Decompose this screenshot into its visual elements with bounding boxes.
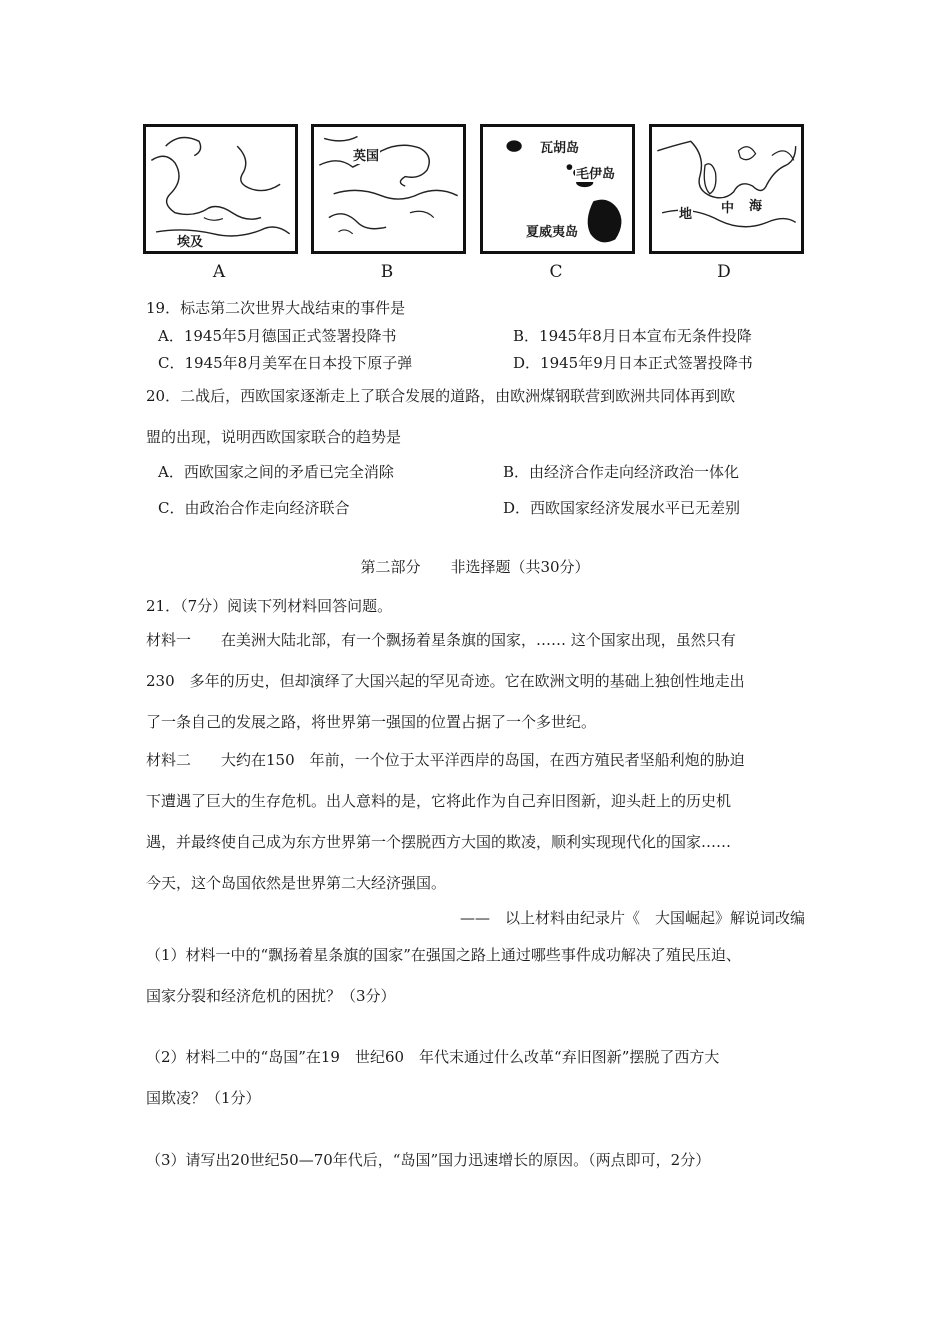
map-c-label-maui: 毛伊岛	[576, 167, 616, 182]
part2-title: 第二部分 非选择题（共30分）	[360, 558, 590, 576]
map-options-strip	[143, 124, 808, 284]
map-d-label-char1: 地	[679, 207, 693, 222]
q21-sub2-line2: 国欺凌？（1分）	[146, 1089, 261, 1107]
q21-material2-line1: 材料二 大约在150 年前，一个位于太平洋西岸的岛国，在西方殖民者坚船利炮的胁迫	[146, 751, 745, 769]
q20-option-b: B．由经济合作走向经济政治一体化	[503, 463, 740, 481]
q21-stem: 21．（7分）阅读下列材料回答问题。	[146, 597, 393, 615]
map-b-label-britain: 英国	[353, 149, 380, 164]
map-b-letter: B	[380, 262, 394, 282]
map-c-label-oahu: 瓦胡岛	[540, 141, 580, 156]
map-b	[311, 124, 466, 254]
q20-option-a: A．西欧国家之间的矛盾已完全消除	[158, 463, 394, 481]
q21-material2-line4: 今天，这个岛国依然是世界第二大经济强国。	[146, 874, 447, 892]
map-a-drawing	[146, 127, 295, 251]
q20-option-d: D．西欧国家经济发展水平已无差别	[503, 499, 741, 517]
map-c-letter: C	[549, 262, 563, 282]
q19-stem: 19．标志第二次世界大战结束的事件是	[146, 299, 406, 317]
q21-material1-line1: 材料一 在美洲大陆北部，有一个飘扬着星条旗的国家，…… 这个国家出现，虽然只有	[146, 631, 736, 649]
q21-sub1-line2: 国家分裂和经济危机的困扰？（3分）	[146, 987, 396, 1005]
q21-source: —— 以上材料由纪录片《 大国崛起》解说词改编	[459, 909, 805, 927]
map-d	[649, 124, 804, 254]
q19-option-b: B．1945年8月日本宣布无条件投降	[513, 327, 752, 345]
q20-stem-line1: 20．二战后，西欧国家逐渐走上了联合发展的道路，由欧洲煤钢联营到欧洲共同体再到欧	[146, 387, 736, 405]
map-c-label-hawaii: 夏威夷岛	[526, 225, 579, 240]
map-a-label-egypt: 埃及	[177, 235, 204, 250]
q21-sub3: （3）请写出20世纪50—70年代后，“岛国”国力迅速增长的原因。（两点即可，2分）	[146, 1151, 711, 1169]
q21-material2-line3: 遇，并最终使自己成为东方世界第一个摆脱西方大国的欺凌，顺利实现现代化的国家……	[146, 833, 732, 851]
map-b-drawing	[314, 127, 463, 251]
map-c	[480, 124, 635, 254]
q20-stem-line2: 盟的出现，说明西欧国家联合的趋势是	[146, 428, 402, 446]
q21-material1-line3: 了一条自己的发展之路，将世界第一强国的位置占据了一个多世纪。	[146, 713, 597, 731]
map-a-letter: A	[212, 262, 226, 282]
q21-material2-line2: 下遭遇了巨大的生存危机。出人意料的是，它将此作为自己弃旧图新，迎头赶上的历史机	[146, 792, 732, 810]
map-d-label-char3: 海	[749, 199, 763, 214]
q20-option-c: C．由政治合作走向经济联合	[158, 499, 350, 517]
q19-option-d: D．1945年9月日本正式签署投降书	[513, 354, 753, 372]
map-d-label-char2: 中	[721, 201, 735, 216]
map-a	[143, 124, 298, 254]
map-d-letter: D	[717, 262, 731, 282]
q21-material1-line2: 230 多年的历史，但却演绎了大国兴起的罕见奇迹。它在欧洲文明的基础上独创性地走出	[146, 672, 745, 690]
q19-option-a: A．1945年5月德国正式签署投降书	[158, 327, 397, 345]
q21-sub2-line1: （2）材料二中的“岛国”在19 世纪60 年代末通过什么改革“弃旧图新”摆脱了西方大	[146, 1048, 720, 1066]
map-d-drawing	[652, 127, 801, 251]
q19-option-c: C．1945年8月美军在日本投下原子弹	[158, 354, 413, 372]
q21-sub1-line1: （1）材料一中的“飘扬着星条旗的国家”在强国之路上通过哪些事件成功解决了殖民压迫、	[146, 946, 741, 964]
